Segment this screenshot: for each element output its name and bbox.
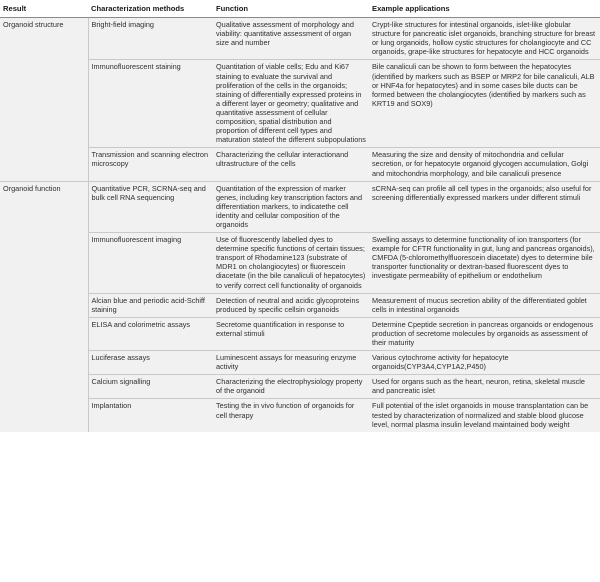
example-cell: Swelling assays to determine functionality of ion transporters (for example for CFTR functionality in gut, lung and pancreas organoids), CMFDA (5-chloromethylfluorescein diacetate) dyes to determine bile transporter functionality or dextran-based fluorescent dyes to investigate permeability of epithelium or endothelium: [369, 233, 600, 294]
example-cell: sCRNA-seq can profile all cell types in the organoids; also useful for screening differentially expressed markers under different stimuli: [369, 181, 600, 232]
function-cell: Quantitation of the expression of marker genes, including key transcription factors and differentiation markers, to indicatethe cell identity and cellular composition of the organoids: [213, 181, 369, 232]
example-cell: Full potential of the islet organoids in mouse transplantation can be tested by characterization of normalized and stable blood glucose level, normal plasma insulin leveland maintained body weight: [369, 399, 600, 432]
table-row: [0, 148, 600, 181]
function-cell: Quantitation of viable cells; Edu and Ki67 staining to evaluate the survival and proliferation of the cells in the organoids; staining of differentially expressed proteins in a different layer or geometry; qualitative and quantitative assessment of cellular composition, spatial distribution and proportion of different cell types and maturation stateof the different subpopulations: [213, 60, 369, 148]
table-row: [0, 18, 600, 60]
header-function: Function: [213, 0, 369, 18]
table-row: [0, 181, 600, 232]
function-cell: Testing the in vivo function of organoids for cell therapy: [213, 399, 369, 432]
function-cell: Qualitative assessment of morphology and viability: quantitative assessment of organ size and number: [216, 20, 354, 48]
table-row: [0, 317, 600, 350]
example-cell: Crypt-like structures for intestinal organoids, islet-like globular structure for pancreatic islet organoids, branching structure for breast or lung organoids, hollow cystic structures for cholangiocyte and CC organoids, grape-like structures for hepatocyte and HCC organoids: [372, 20, 596, 57]
example-cell: Measuring the size and density of mitochondria and cellular secretion, or for hepatocyte organoid glycogen accumulation, Golgi and mitochondria morphology, and bile canaliculi presence: [369, 148, 600, 181]
method-cell: Transmission and scanning electron microscopy: [88, 148, 213, 181]
example-cell: Determine Cpeptide secretion in pancreas organoids or endogenous production of secretome molecules by organoids as assessment of their maturity: [369, 317, 600, 350]
method-cell: Alcian blue and periodic acid-Schiff staining: [88, 293, 213, 317]
method-cell: ELISA and colorimetric assays: [88, 317, 213, 350]
group-result-function: Organoid function: [0, 181, 88, 432]
method-cell: Immunofluorescent staining: [88, 60, 213, 148]
table-header-row: [0, 0, 600, 18]
method-cell: Calcium signalling: [88, 375, 213, 399]
example-cell: Used for organs such as the heart, neuron, retina, skeletal muscle and pancreatic islet: [369, 375, 600, 399]
method-cell: Implantation: [88, 399, 213, 432]
method-cell: Bright-field imaging: [91, 20, 154, 30]
function-cell: Characterizing the cellular interactionand ultrastructure of the cells: [213, 148, 369, 181]
table-row: [0, 351, 600, 375]
function-cell: Use of fluorescently labelled dyes to determine specific functions of certain tissues; transport of Rhodamine123 (substrate of MDR1 on cholangiocytes) or fluorescein diacetate (in the bile canaliculi of hepatocytes) to verify correct cell functionality of organoids: [213, 233, 369, 294]
header-examples: Example applications: [369, 0, 600, 18]
function-cell: Detection of neutral and acidic glycoproteins produced by specific cellsin organoids: [213, 293, 369, 317]
function-cell: Luminescent assays for measuring enzyme activity: [213, 351, 369, 375]
table-row: [0, 60, 600, 148]
table-row: [0, 233, 600, 294]
function-cell: Characterizing the electrophysiology property of the organoid: [213, 375, 369, 399]
method-cell: Luciferase assays: [88, 351, 213, 375]
header-result: Result: [0, 0, 88, 18]
function-cell: Secretome quantification in response to external stimuli: [213, 317, 369, 350]
header-methods: Characterization methods: [88, 0, 213, 18]
table-row: [0, 375, 600, 399]
table-row: [0, 293, 600, 317]
example-cell: Bile canaliculi can be shown to form between the hepatocytes (identified by markers such as BSEP or MRP2 for bile canaliculi, ALB or HNF4a for hepatocytes) and in some cases bile ducts can be formed between the cholangiocytes (identified by markers such as KRT19 and SOX9): [369, 60, 600, 148]
example-cell: Measurement of mucus secretion ability of the differentiated goblet cells in intestinal organoids: [369, 293, 600, 317]
table-row: [0, 399, 600, 432]
method-cell: Quantitative PCR, SCRNA-seq and bulk cell RNA sequencing: [88, 181, 213, 232]
method-cell: Immunofluorescent imaging: [88, 233, 213, 294]
example-cell: Various cytochrome activity for hepatocyte organoids(CYP3A4,CYP1A2,P450): [369, 351, 600, 375]
group-result-structure: Organoid structure: [0, 18, 88, 182]
